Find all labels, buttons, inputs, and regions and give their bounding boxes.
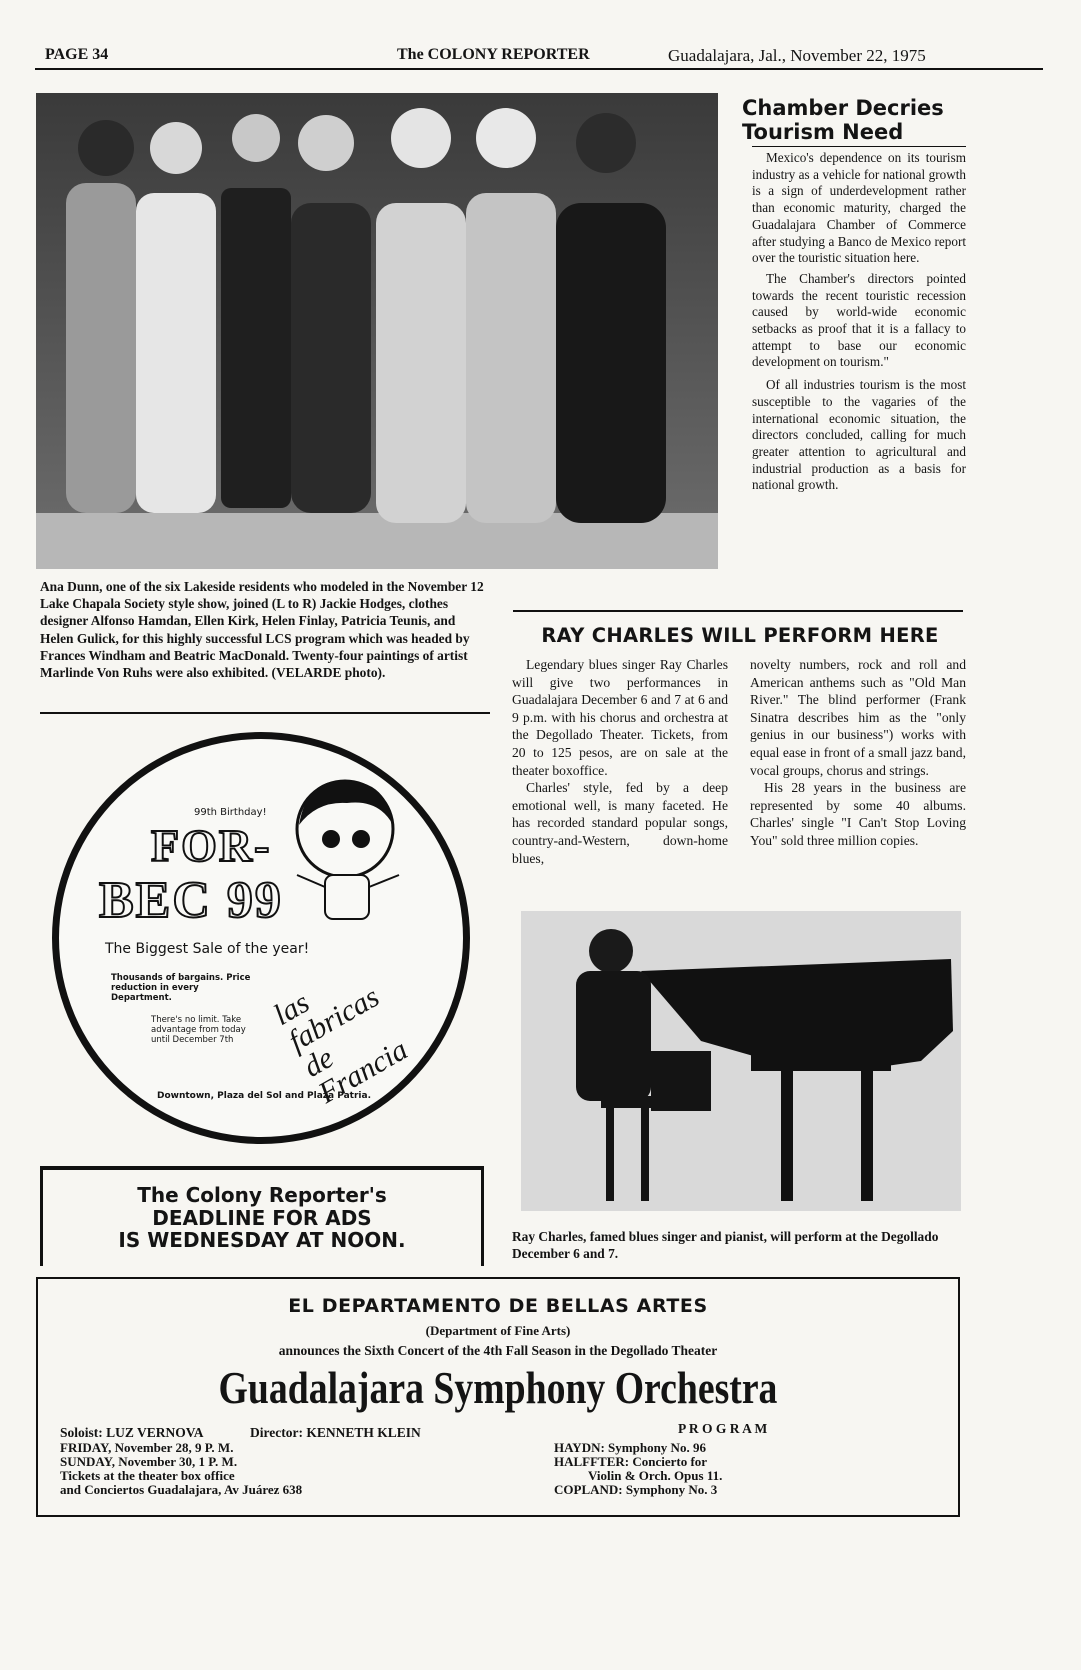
- symphony-date2: SUNDAY, November 30, 1 P. M.: [60, 1454, 238, 1469]
- forbec-birthday: 99th Birthday!: [194, 807, 267, 818]
- symphony-prog3: Violin & Orch. Opus 11.: [588, 1468, 723, 1483]
- paper-title: The COLONY REPORTER: [397, 46, 590, 63]
- page-number: PAGE 34: [45, 46, 109, 63]
- deadline-line3: IS WEDNESDAY AT NOON.: [118, 1228, 406, 1252]
- symphony-dates: [60, 1441, 302, 1497]
- forbec-logo-line2: BEC 99: [99, 872, 283, 929]
- symphony-soloist: Soloist: LUZ VERNOVA: [60, 1425, 204, 1440]
- symphony-date1: FRIDAY, November 28, 9 P. M.: [60, 1440, 234, 1455]
- symphony-tickets2: and Conciertos Guadalajara, Av Juárez 638: [60, 1482, 303, 1497]
- fashion-photo-caption: Ana Dunn, one of the six Lakeside residents who modeled in the November 12 Lake Chapala Society style show, joined (L to R) Jackie Hodges, clothes designer Alfonso Hamdan, Ellen Kirk, Helen Finlay, Patricia Teunis, and Helen Gulick, for this highly successful LCS program which was headed by Frances Windham and Beatric MacDonald. Twenty-four paintings of artist Marlinde Von Ruhs were also exhibited. (VELARDE photo).: [40, 579, 484, 681]
- symphony-prog2: HALFFTER: Concierto for: [554, 1454, 708, 1469]
- symphony-dept: EL DEPARTAMENTO DE BELLAS ARTES: [288, 1295, 708, 1317]
- symphony-prog1: HAYDN: Symphony No. 96: [554, 1440, 706, 1455]
- ray-charles-col1: [512, 656, 728, 867]
- symphony-announces: announces the Sixth Concert of the 4th Fall Season in the Degollado Theater: [278, 1343, 718, 1358]
- symphony-director: Director: KENNETH KLEIN: [250, 1425, 421, 1440]
- ray-paragraph: Legendary blues singer Ray Charles will give two performances in Guadalajara December 6 and 7 at 6 and 9 p.m. with his chorus and orchestra at the Degollado Theater. Tickets, from 20 to 125 pesos, are on sale at the theater boxoffice.: [512, 657, 728, 778]
- chamber-paragraph: The Chamber's directors pointed towards the recent touristic recession caused by world-wide economic setbacks as proof that it is a fallacy to attempt to base our economic development on tourism.": [752, 270, 966, 370]
- masthead-rule: [35, 68, 1043, 70]
- ray-charles-col2: [750, 656, 966, 850]
- chamber-headline-rule: [752, 146, 966, 147]
- ray-photo-caption: Ray Charles, famed blues singer and pianist, will perform at the Degollado December 6 and 7.: [512, 1229, 939, 1262]
- symphony-program: [554, 1441, 722, 1497]
- deadline-line2: DEADLINE FOR ADS: [152, 1205, 372, 1230]
- forbec-location: Downtown, Plaza del Sol and Plaza Patria.: [157, 1091, 371, 1101]
- ray-charles-photo: [521, 911, 961, 1211]
- ray-charles-illustration: [521, 911, 961, 1211]
- deadline-line1: The Colony Reporter's: [137, 1183, 387, 1207]
- ray-paragraph: His 28 years in the business are represented by some 40 albums. Charles' single "I Can't Stop Loving You" sold three million copies.: [750, 780, 966, 848]
- deadline-box: [40, 1166, 484, 1266]
- ray-charles-headline: RAY CHARLES WILL PERFORM HERE: [541, 624, 939, 647]
- forbec-mascot-icon: [287, 777, 407, 937]
- forbec-logo-line1: FOR-: [151, 820, 272, 871]
- ray-paragraph: novelty numbers, rock and roll and American anthems such as "Old Man River." The blind performer (Frank Sinatra describes him as the "only genius in our business") works with equal ease in front of a small jazz band, vocal groups, chorus and strings.: [750, 657, 966, 778]
- symphony-tickets1: Tickets at the theater box office: [60, 1468, 235, 1483]
- symphony-title: Guadalajara Symphony Orchestra: [218, 1362, 778, 1413]
- ray-paragraph: Charles' style, fed by a deep emotional well, is many faceted. He has recorded standard popular songs, country-and-Western, down-home blues,: [512, 780, 728, 866]
- symphony-ad: [36, 1277, 960, 1517]
- chamber-paragraph: Of all industries tourism is the most susceptible to the vagaries of the international economic situation, the directors concluded, calling for much greater attention to agricultural and industrial production as a basis for national growth.: [752, 377, 966, 493]
- forbec-brand: las fabricas de Francia: [268, 980, 414, 1110]
- forbec-tagline: The Biggest Sale of the year!: [105, 941, 310, 957]
- forbec-ad: [52, 732, 470, 1144]
- dateline: Guadalajara, Jal., November 22, 1975: [668, 46, 926, 65]
- forbec-nolimit: There's no limit. Take advantage from today until December 7th: [151, 1015, 246, 1045]
- forbec-bargains: Thousands of bargains. Price reduction in every Department.: [111, 973, 251, 1003]
- fashion-show-photo: [36, 93, 718, 569]
- symphony-program-label: P R O G R A M: [678, 1421, 768, 1436]
- fashion-show-illustration: [36, 93, 718, 569]
- caption-rule: [40, 712, 490, 714]
- section-rule: [513, 610, 963, 612]
- symphony-prog4: COPLAND: Symphony No. 3: [554, 1482, 718, 1497]
- chamber-article-body: [752, 150, 966, 494]
- chamber-headline: Chamber Decries Tourism Need: [742, 96, 944, 144]
- symphony-dept-en: (Department of Fine Arts): [425, 1323, 571, 1338]
- chamber-paragraph: Mexico's dependence on its tourism industry as a vehicle for national growth is a sign of underdevelopment rather than economic maturity, charged the Guadalajara Chamber of Commerce after studying a Banco de Mexico report over the touristic situation here.: [752, 150, 966, 266]
